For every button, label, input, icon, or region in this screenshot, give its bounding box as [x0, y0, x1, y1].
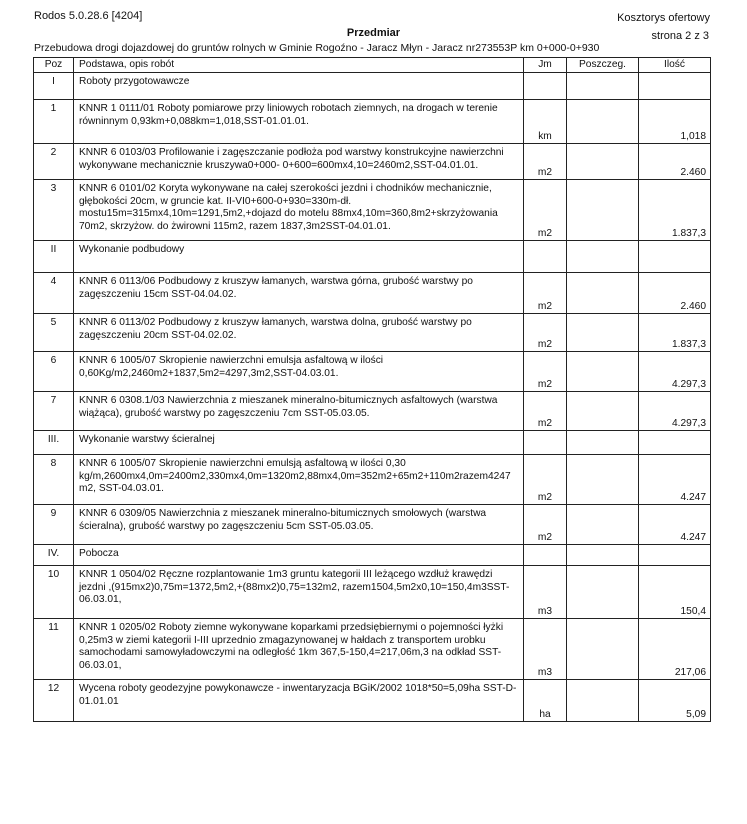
row-position: 8 [34, 455, 74, 505]
row-description: KNNR 6 0308.1/03 Nawierzchnia z mieszanek mineralno-bitumicznych asfaltowych (warstwa wiążąca), grubość warstwy po zagęszczeniu 7cm SST-05.03.05. [74, 392, 524, 431]
column-header-quantity: Ilość [639, 58, 711, 73]
row-unit: m2 [524, 505, 567, 545]
section-row [34, 545, 711, 566]
row-position: 2 [34, 144, 74, 180]
row-position: 11 [34, 619, 74, 680]
table-row [34, 314, 711, 352]
table-row [34, 392, 711, 431]
row-quantity: 4.297,3 [639, 352, 711, 392]
column-header-partial: Poszczeg. [567, 58, 639, 73]
row-partial [567, 392, 639, 431]
row-partial [567, 455, 639, 505]
row-unit: m2 [524, 455, 567, 505]
row-description: KNNR 6 0113/02 Podbudowy z kruszyw łamanych, warstwa dolna, grubość warstwy po zagęszczeniu 20cm SST-04.02.02. [74, 314, 524, 352]
column-header-unit: Jm [524, 58, 567, 73]
row-position: 3 [34, 180, 74, 241]
row-description: KNNR 1 0504/02 Ręczne rozplantowanie 1m3 gruntu kategorii III leżącego wzdłuż krawędzi jezdni ,(915mx2)0,75m=1372,5m2,+(88mx2)0,75=132m2, razem1504,5m2x0,10=150,4m3SST-06.03.01, [74, 566, 524, 619]
table-row [34, 144, 711, 180]
row-description: Pobocza [74, 545, 524, 566]
row-partial [567, 545, 639, 566]
row-description: KNNR 6 0101/02 Koryta wykonywane na całej szerokości jezdni i chodników mechanicznie, głębokości 20cm, w gruncie kat. II-VI0+600-0+930=330m-dł. mostu15m=315mx4,10m=1291,5m2,+dojazd do motelu 88mx4,10m=360,8m2+skrzyżowania 70m2, skrzyżow. do żwirowni 115m2, razem 1837,3m2SST-04.01.01. [74, 180, 524, 241]
row-position: 1 [34, 100, 74, 144]
row-position: 9 [34, 505, 74, 545]
page-title: Przedmiar [346, 27, 401, 39]
table-row [34, 566, 711, 619]
row-unit: m3 [524, 619, 567, 680]
row-unit [524, 73, 567, 100]
row-quantity [639, 73, 711, 100]
row-quantity: 1,018 [639, 100, 711, 144]
table-row [34, 180, 711, 241]
row-description: KNNR 6 1005/07 Skropienie nawierzchni emulsja asfaltową w ilości 0,60Kg/m2,2460m2+1837,5m2=4297,3m2,SST-04.03.01. [74, 352, 524, 392]
row-description: KNNR 6 1005/07 Skropienie nawierzchni emulsją asfaltową w ilości 0,30 kg/m,2600mx4,0m=2400m2,330mx4,0m=1320m2,88mx4,0m=352m2+65m2+110m2razem4247 m2, SST-04.03.01. [74, 455, 524, 505]
section-row [34, 73, 711, 100]
row-position: 6 [34, 352, 74, 392]
table-row [34, 505, 711, 545]
row-partial [567, 352, 639, 392]
row-partial [567, 144, 639, 180]
row-quantity: 4.247 [639, 505, 711, 545]
row-position: 12 [34, 680, 74, 722]
table-row [34, 273, 711, 314]
section-row [34, 431, 711, 455]
table-row [34, 455, 711, 505]
row-quantity [639, 545, 711, 566]
row-unit: m2 [524, 314, 567, 352]
row-unit: km [524, 100, 567, 144]
row-position: 4 [34, 273, 74, 314]
row-description: KNNR 6 0113/06 Podbudowy z kruszyw łamanych, warstwa górna, grubość warstwy po zagęszczeniu 15cm SST-04.04.02. [74, 273, 524, 314]
table-row [34, 100, 711, 144]
row-unit: ha [524, 680, 567, 722]
section-row [34, 241, 711, 273]
page-number: strona 2 z 3 [651, 30, 709, 42]
row-description: Wykonanie podbudowy [74, 241, 524, 273]
table-row [34, 680, 711, 722]
row-unit [524, 241, 567, 273]
row-unit [524, 545, 567, 566]
row-quantity [639, 241, 711, 273]
row-unit [524, 431, 567, 455]
row-quantity: 5,09 [639, 680, 711, 722]
row-description: Wycena roboty geodezyjne powykonawcze - inwentaryzacja BGiK/2002 1018*50=5,09ha SST-D-01.01.01 [74, 680, 524, 722]
row-position: II [34, 241, 74, 273]
row-quantity [639, 431, 711, 455]
row-description: KNNR 1 0205/02 Roboty ziemne wykonywane koparkami przedsiębiernymi o pojemności łyżki 0,25m3 w ziemi kategorii I-III uprzednio zmagazynowanej w hałdach z transportem urobku samochodami samowyładowczymi na odległość 1km 367,5-150,4=217,06m,3 na odkład SST-06.03.01, [74, 619, 524, 680]
row-unit: m2 [524, 352, 567, 392]
column-header-poz: Poz [34, 58, 74, 73]
document-type: Kosztorys ofertowy [617, 12, 710, 24]
row-quantity: 4.297,3 [639, 392, 711, 431]
row-unit: m2 [524, 392, 567, 431]
row-position: I [34, 73, 74, 100]
row-unit: m2 [524, 144, 567, 180]
row-description: KNNR 6 0103/03 Profilowanie i zagęszczanie podłoża pod warstwy konstrukcyjne nawierzchni wykonywane mechanicznie kruszywa0+000- 0+600=600mx4,10=2460m2,SST-04.01.01. [74, 144, 524, 180]
row-quantity: 1.837,3 [639, 180, 711, 241]
estimate-table [33, 57, 711, 722]
row-description: Roboty przygotowawcze [74, 73, 524, 100]
row-quantity: 217,06 [639, 619, 711, 680]
row-partial [567, 431, 639, 455]
row-position: 5 [34, 314, 74, 352]
row-position: III. [34, 431, 74, 455]
row-position: 10 [34, 566, 74, 619]
row-quantity: 2.460 [639, 273, 711, 314]
row-unit: m2 [524, 273, 567, 314]
row-quantity: 2.460 [639, 144, 711, 180]
table-row [34, 352, 711, 392]
row-partial [567, 619, 639, 680]
row-partial [567, 314, 639, 352]
row-unit: m3 [524, 566, 567, 619]
row-quantity: 150,4 [639, 566, 711, 619]
column-header-description: Podstawa, opis robót [74, 58, 524, 73]
row-description: KNNR 6 0309/05 Nawierzchnia z mieszanek mineralno-bitumicznych smołowych (warstwa ścieralna), grubość warstwy po zagęszczeniu 5cm SST-05.03.05. [74, 505, 524, 545]
row-description: Wykonanie warstwy ścieralnej [74, 431, 524, 455]
row-partial [567, 73, 639, 100]
row-quantity: 1.837,3 [639, 314, 711, 352]
row-partial [567, 100, 639, 144]
row-partial [567, 273, 639, 314]
row-partial [567, 180, 639, 241]
row-partial [567, 566, 639, 619]
row-partial [567, 505, 639, 545]
row-description: KNNR 1 0111/01 Roboty pomiarowe przy liniowych robotach ziemnych, na drogach w terenie równinnym 0,93km+0,088km=1,018,SST-01.01.01. [74, 100, 524, 144]
row-quantity: 4.247 [639, 455, 711, 505]
row-position: 7 [34, 392, 74, 431]
project-subtitle: Przebudowa drogi dojazdowej do gruntów rolnych w Gminie Rogoźno - Jaracz Młyn - Jaracz nr273553P km 0+000-0+930 [34, 42, 600, 54]
row-position: IV. [34, 545, 74, 566]
program-version: Rodos 5.0.28.6 [4204] [34, 10, 143, 22]
table-header-row [34, 58, 711, 73]
row-partial [567, 241, 639, 273]
table-row [34, 619, 711, 680]
row-unit: m2 [524, 180, 567, 241]
row-partial [567, 680, 639, 722]
